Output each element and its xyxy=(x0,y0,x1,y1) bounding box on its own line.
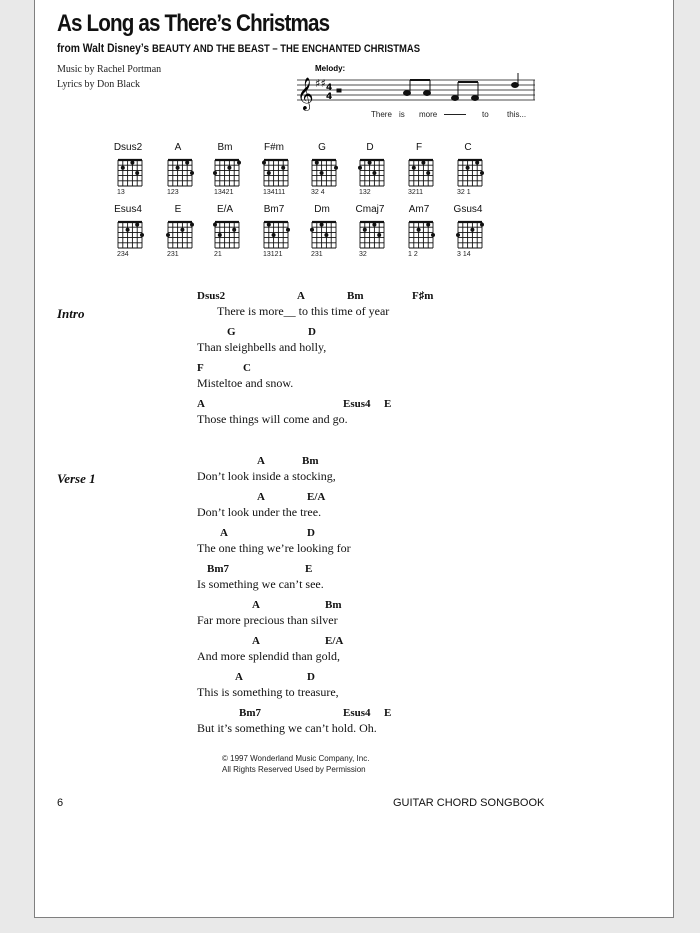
lyric-line: Those things will come and go. xyxy=(197,412,348,426)
chord-diagram-name: C xyxy=(464,142,472,153)
chord-diagram-name: F#m xyxy=(264,142,284,153)
chord-symbol: A xyxy=(235,671,243,683)
chord-symbol: A xyxy=(257,455,265,467)
chord-symbol: Bm7 xyxy=(239,707,261,719)
chord-diagram-name: G xyxy=(318,142,326,153)
chord-symbol: Bm7 xyxy=(207,563,229,575)
song-subtitle xyxy=(57,41,420,55)
chord-fingering: 231 xyxy=(167,251,179,258)
melody-lyric: this... xyxy=(507,110,527,119)
chord-grid xyxy=(165,216,195,250)
chord-diagram-name: Dsus2 xyxy=(113,142,143,153)
lyric-line: Don’t look inside a stocking, xyxy=(197,469,336,483)
melody-label: Melody: xyxy=(315,64,346,73)
chord-symbol: Esus4 xyxy=(343,707,371,719)
chord-diagram-name: Am7 xyxy=(408,204,430,215)
chord-grid xyxy=(165,154,195,188)
chord-diagram-name: F xyxy=(415,142,423,153)
chord-symbol: Bm xyxy=(347,290,364,302)
chord-diagram-name: Bm xyxy=(217,142,233,153)
song-title: As Long as There’s Christmas xyxy=(57,10,330,37)
chord-diagram-name: A xyxy=(174,142,182,153)
treble-clef-icon: 𝄞 xyxy=(297,77,314,110)
chord-grid xyxy=(115,154,145,188)
section-label: Intro xyxy=(57,306,85,321)
chord-diagram-name: D xyxy=(366,142,374,153)
chord-symbol: A xyxy=(197,398,205,410)
chord-grid xyxy=(212,216,242,250)
chord-symbol: D xyxy=(307,671,315,683)
chord-grid xyxy=(455,216,485,250)
chord-symbol: G xyxy=(227,326,236,338)
chord-fingering: 132 xyxy=(359,189,371,196)
copyright-line: © 1997 Wonderland Music Company, Inc. xyxy=(222,754,370,763)
subtitle-prefix: from Walt Disney’s xyxy=(57,41,153,55)
chord-diagram-name: Gsus4 xyxy=(453,204,483,215)
chord-fingering: 234 xyxy=(117,251,129,258)
chord-grid xyxy=(309,216,339,250)
melody-extender xyxy=(444,114,466,115)
chord-fingering: 13 xyxy=(117,189,125,196)
chord-symbol: E xyxy=(305,563,313,575)
chord-fingering: 13121 xyxy=(263,251,283,258)
melody-lyric: to xyxy=(482,110,489,119)
chord-symbol: F xyxy=(197,362,204,374)
chord-diagram-name: Cmaj7 xyxy=(355,204,385,215)
page-number: 6 xyxy=(57,797,64,809)
chord-symbol: E xyxy=(384,707,392,719)
subtitle-source: BEAUTY AND THE BEAST – THE ENCHANTED CHRISTMAS xyxy=(152,43,421,55)
sheet-page xyxy=(34,0,674,918)
chord-symbol: E xyxy=(384,398,392,410)
svg-text:4: 4 xyxy=(326,92,333,102)
chord-symbol: D xyxy=(308,326,316,338)
chord-grid xyxy=(261,216,291,250)
chord-grid xyxy=(115,216,145,250)
music-credit: Music by Rachel Portman xyxy=(57,64,162,75)
chord-symbol: Bm xyxy=(302,455,319,467)
chord-diagram-name: E xyxy=(174,204,182,215)
chord-grid xyxy=(309,154,339,188)
book-title: GUITAR CHORD SONGBOOK xyxy=(393,797,545,809)
chord-fingering: 32 1 xyxy=(457,189,471,196)
chord-grid xyxy=(212,154,242,188)
chord-fingering: 13421 xyxy=(214,189,234,196)
melody-lyric: more xyxy=(419,110,438,119)
chord-diagram-name: Dm xyxy=(314,204,330,215)
chord-fingering: 32 xyxy=(359,251,367,258)
chord-symbol: A xyxy=(297,290,305,302)
lyrics-credit: Lyrics by Don Black xyxy=(57,79,141,90)
chord-fingering: 3 14 xyxy=(457,251,471,258)
chord-diagram-name: Bm7 xyxy=(263,204,285,215)
chord-fingering: 123 xyxy=(167,189,179,196)
chord-symbol: Esus4 xyxy=(343,398,371,410)
chord-symbol: A xyxy=(252,635,260,647)
chord-grid xyxy=(357,154,387,188)
svg-text:4: 4 xyxy=(326,83,333,93)
melody-lyric: There xyxy=(371,110,392,119)
chord-fingering: 231 xyxy=(311,251,323,258)
lyric-line: The one thing we’re looking for xyxy=(197,541,351,555)
lyric-line: There is more__ to this time of year xyxy=(217,304,390,318)
lyric-line: Than sleighbells and holly, xyxy=(197,340,327,354)
lyric-line: Far more precious than silver xyxy=(197,613,338,627)
lyric-line: Misteltoe and snow. xyxy=(197,376,294,390)
chord-symbol: A xyxy=(220,527,228,539)
melody-lyric: is xyxy=(399,110,405,119)
chord-diagram-name: Esus4 xyxy=(114,204,142,215)
chord-symbol: A xyxy=(252,599,260,611)
section-label: Verse 1 xyxy=(57,471,96,486)
chord-fingering: 1 2 xyxy=(408,251,418,258)
chord-grid xyxy=(455,154,485,188)
chord-fingering: 134111 xyxy=(263,189,286,196)
chord-symbol: E/A xyxy=(307,491,326,503)
chord-symbol: F♯m xyxy=(412,290,434,302)
bottom-margin xyxy=(0,918,700,933)
lyric-line: But it’s something we can’t hold. Oh. xyxy=(197,721,377,735)
chord-grid xyxy=(261,154,291,188)
chord-symbol: C xyxy=(243,362,251,374)
chord-fingering: 32 4 xyxy=(311,189,325,196)
chord-symbol: A xyxy=(257,491,265,503)
chord-grid xyxy=(406,216,436,250)
svg-text:♯♯: ♯♯ xyxy=(315,77,326,90)
chord-symbol: D xyxy=(307,527,315,539)
lyric-line: And more splendid than gold, xyxy=(197,649,340,663)
chord-symbol: Bm xyxy=(325,599,342,611)
chord-grid xyxy=(406,154,436,188)
melody-staff xyxy=(295,72,535,112)
lyric-line: Is something we can’t see. xyxy=(197,577,324,591)
chord-diagram-name: E/A xyxy=(216,204,234,215)
chord-symbol: E/A xyxy=(325,635,344,647)
lyric-line: This is something to treasure, xyxy=(197,685,339,699)
chord-fingering: 21 xyxy=(214,251,222,258)
rights-line: All Rights Reserved Used by Permission xyxy=(222,765,366,774)
chord-symbol: Dsus2 xyxy=(197,290,226,302)
chord-grid xyxy=(357,216,387,250)
lyric-line: Don’t look under the tree. xyxy=(197,505,322,519)
chord-fingering: 3211 xyxy=(408,189,424,196)
